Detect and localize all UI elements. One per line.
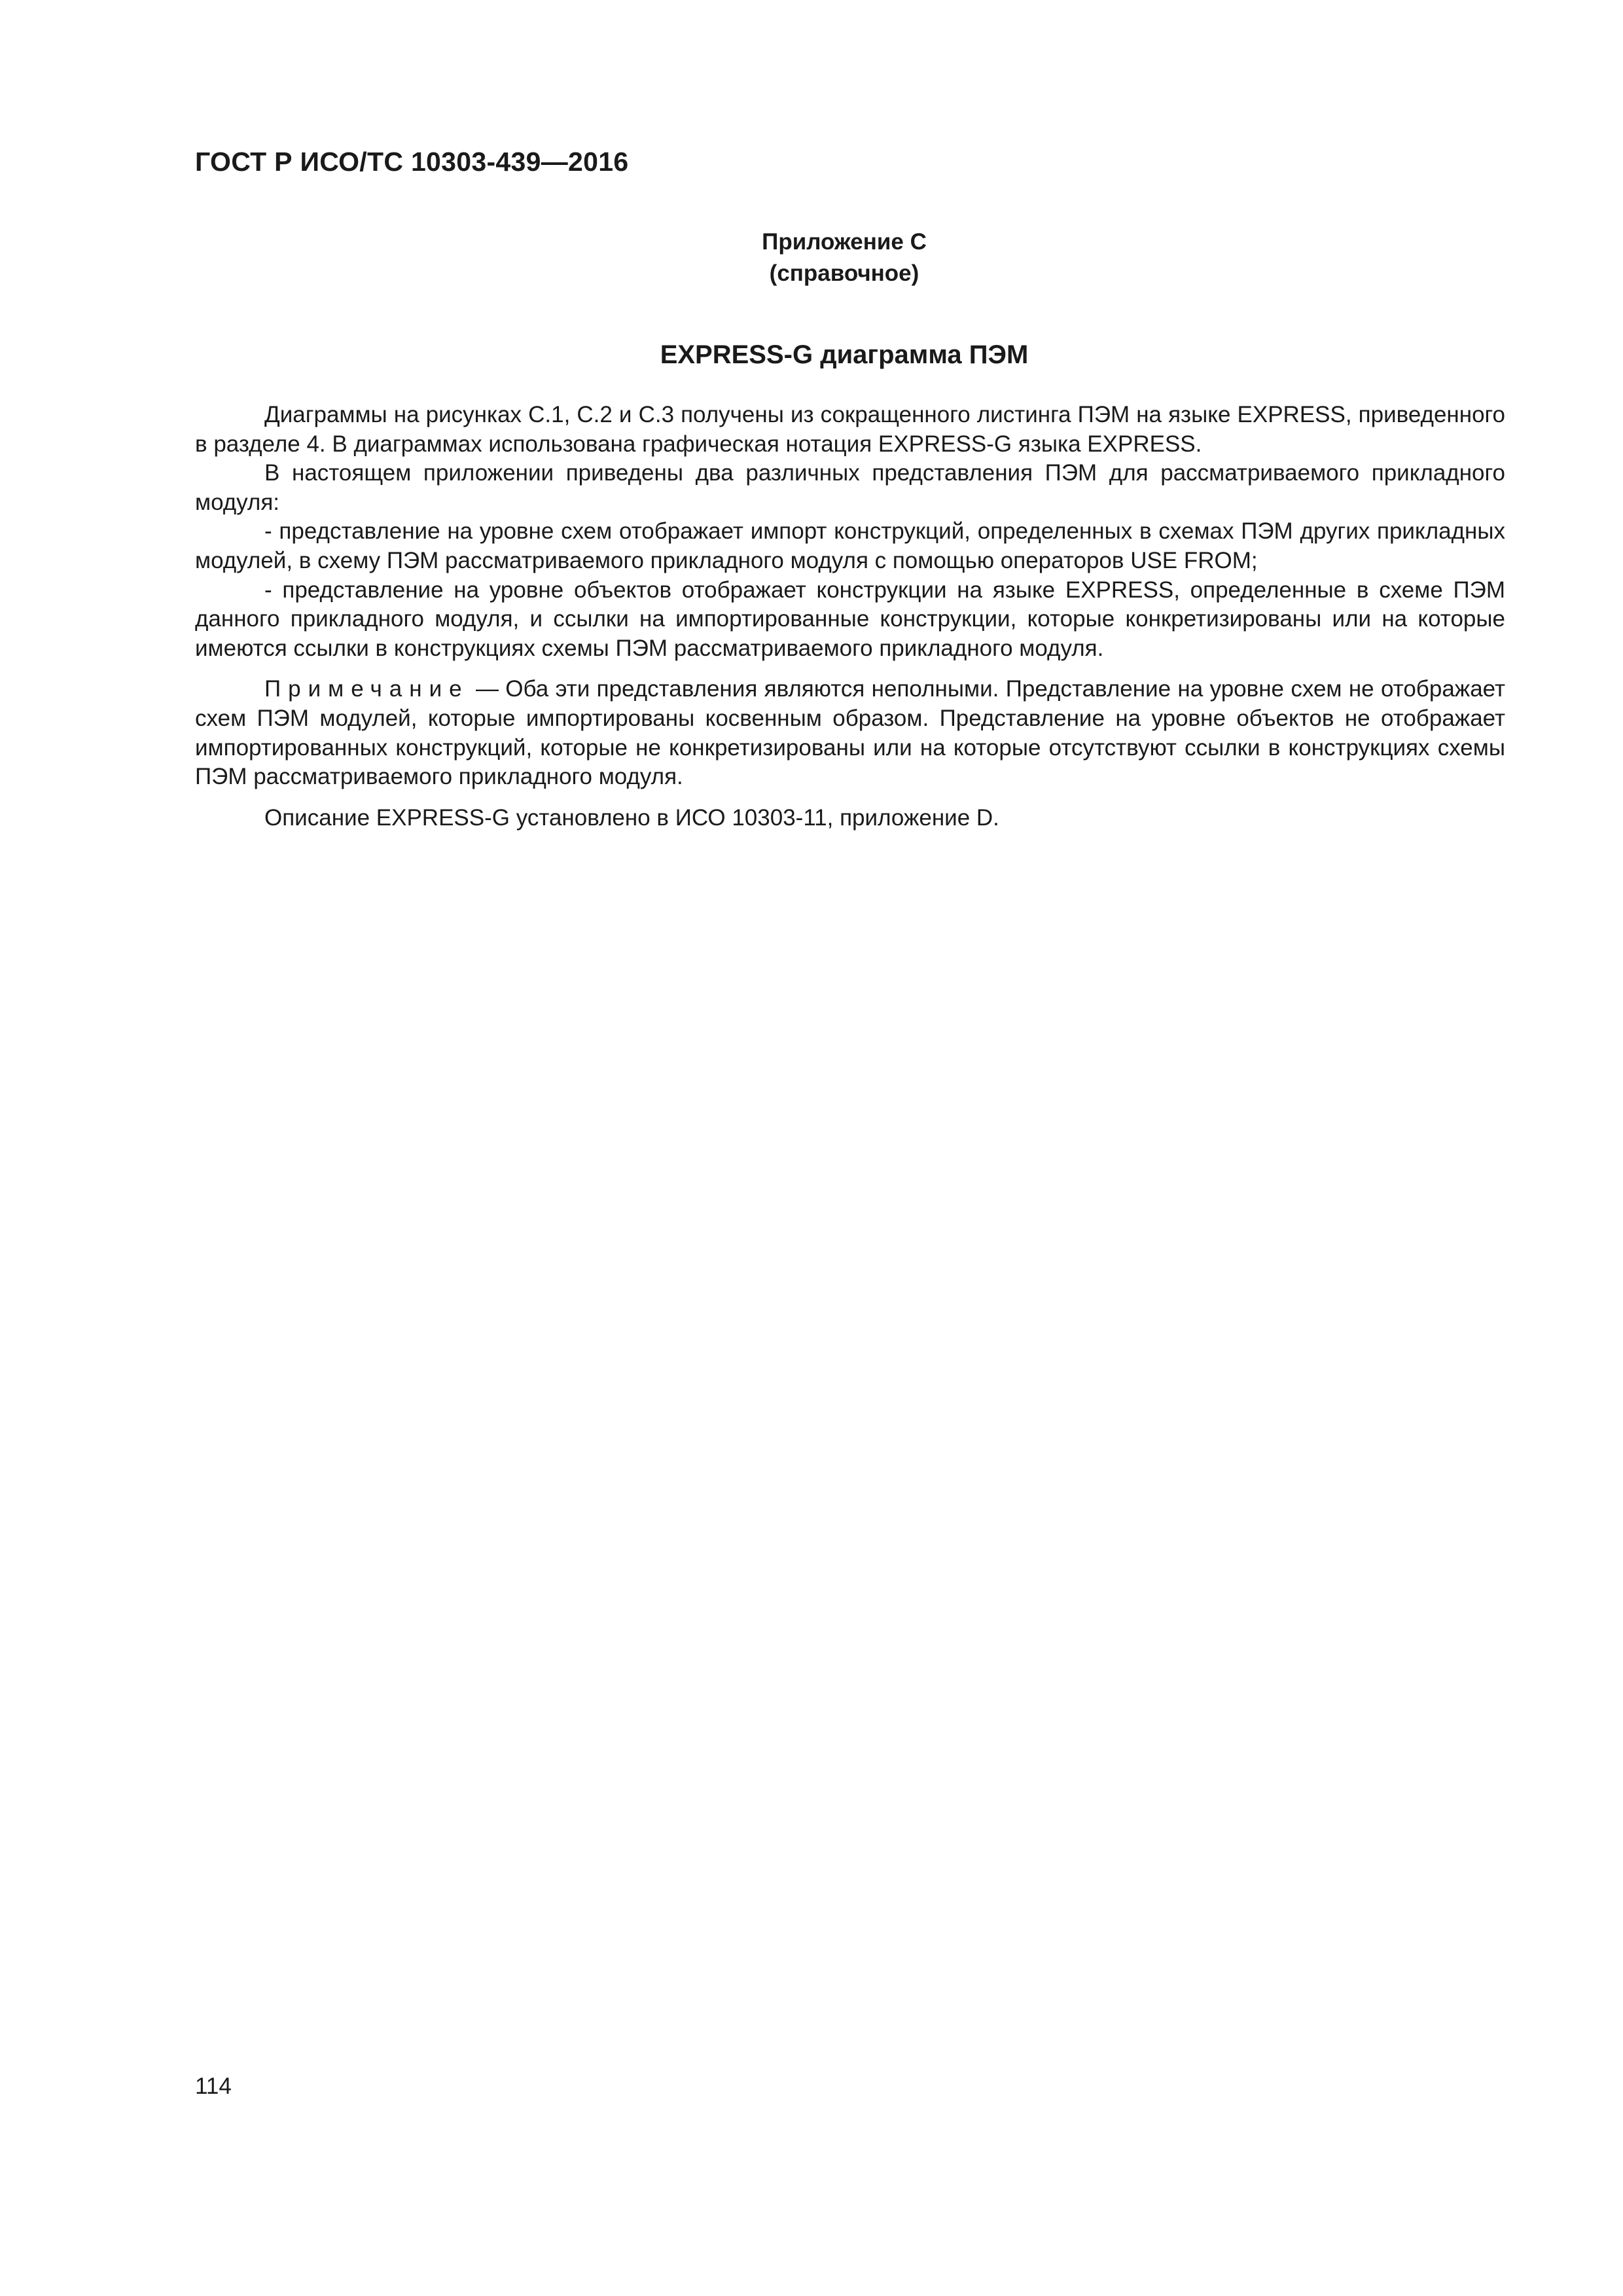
paragraph-two-representations: В настоящем приложении приведены два различных представления ПЭМ для рассматриваемого прикладного модуля: bbox=[195, 460, 1505, 515]
paragraph-express-g-reference: Описание EXPRESS-G установлено в ИСО 10303-11, приложение D. bbox=[264, 804, 999, 831]
page-number: 114 bbox=[195, 2073, 232, 2099]
document-code-header: ГОСТ Р ИСО/ТС 10303-439—2016 bbox=[195, 147, 629, 177]
note-text: — Оба эти представления являются неполными. Представление на уровне схем не отображает схем ПЭМ модулей, которые импортированы косвенным образом. Представление на уровне объектов не отображает импортированных конструкций, которые не конкретизированы или на которые отсутствуют ссылки в конструкциях схемы ПЭМ рассматриваемого прикладного модуля. bbox=[195, 676, 1505, 790]
note-paragraph bbox=[195, 675, 1505, 791]
paragraph-diagrams-source: Диаграммы на рисунках С.1, С.2 и С.3 получены из сокращенного листинга ПЭМ на языке EXPRESS, приведенного в разделе 4. В диаграммах использована графическая нотация EXPRESS-G языка EXPRESS. bbox=[195, 402, 1505, 457]
note-label: Примечание bbox=[264, 676, 469, 702]
section-title: EXPRESS-G диаграмма ПЭМ bbox=[660, 340, 1029, 369]
annex-title: Приложение С bbox=[762, 229, 927, 255]
annex-kind: (справочное) bbox=[769, 260, 919, 286]
paragraph-schema-level: - представление на уровне схем отображает импорт конструкций, определенных в схемах ПЭМ других прикладных модулей, в схему ПЭМ рассматриваемого прикладного модуля с помощью операторов USE FROM; bbox=[195, 518, 1505, 573]
paragraph-object-level: - представление на уровне объектов отображает конструкции на языке EXPRESS, определенные в схеме ПЭМ данного прикладного модуля, и ссылки на импортированные конструкции, которые конкретизированы или на которые имеются ссылки в конструкциях схемы ПЭМ рассматриваемого прикладного модуля. bbox=[195, 577, 1505, 661]
annex-heading bbox=[0, 226, 1623, 289]
body-text bbox=[195, 401, 1505, 833]
